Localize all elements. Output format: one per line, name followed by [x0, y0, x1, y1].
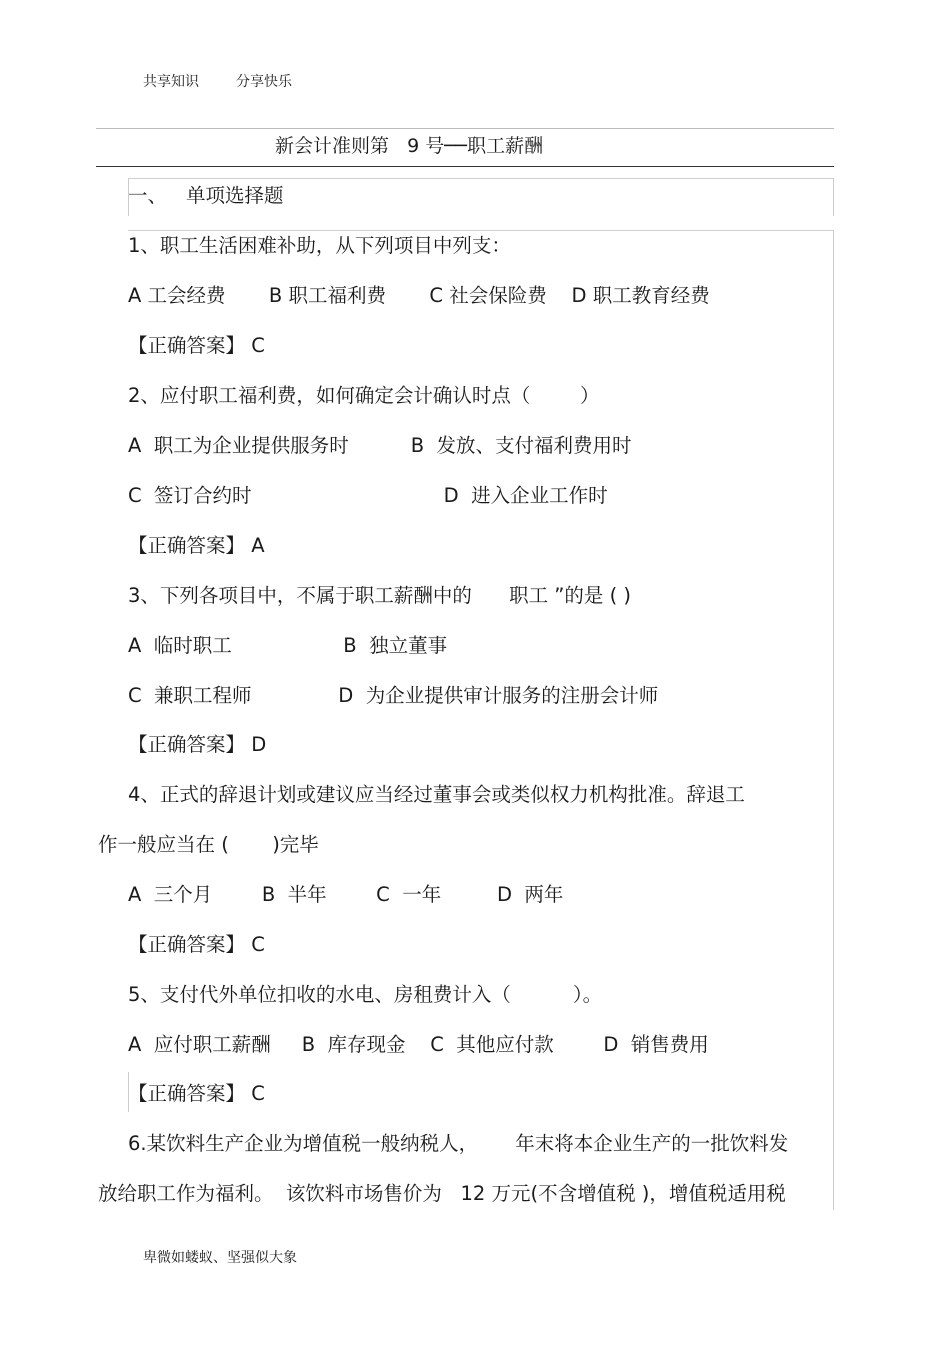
title-bottom-rule — [96, 166, 834, 167]
question-1: 1、职工生活困难补助，从下列项目中列支： — [128, 234, 511, 257]
question-4-line-1: 4、正式的辞退计划或建议应当经过董事会或类似权力机构批准。辞退工 — [128, 783, 745, 806]
question-1-options: A 工会经费 B 职工福利费 C 社会保险费 D 职工教育经费 — [128, 284, 710, 307]
question-3-options-ab: A 临时职工 B 独立董事 — [128, 634, 448, 657]
question-6-line-1: 6.某饮料生产企业为增值税一般纳税人， 年末将本企业生产的一批饮料发 — [128, 1132, 789, 1155]
question-2-options-ab: A 职工为企业提供服务时 B 发放、支付福利费用时 — [128, 434, 632, 457]
question-6-line-2: 放给职工作为福利。 该饮料市场售价为 12 万元(不含增值税 )，增值税适用税 — [98, 1182, 786, 1205]
body-right-border — [833, 230, 834, 1210]
question-5-options: A 应付职工薪酬 B 库存现金 C 其他应付款 D 销售费用 — [128, 1033, 709, 1056]
question-5-answer: 【正确答案】 C — [128, 1082, 265, 1105]
footer-text: 卑微如蝼蚁、坚强似大象 — [143, 1250, 297, 1266]
question-4-line-2: 作一般应当在 ( )完毕 — [98, 833, 319, 856]
question-5: 5、支付代外单位扣收的水电、房租费计入（ ）。 — [128, 983, 603, 1006]
section-label: 单项选择题 — [186, 184, 284, 207]
document-title: 新会计准则第 9 号──职工薪酬 — [275, 135, 544, 157]
question-3-options-cd: C 兼职工程师 D 为企业提供审计服务的注册会计师 — [128, 684, 659, 707]
question-1-answer: 【正确答案】 C — [128, 334, 265, 357]
question-4-answer: 【正确答案】 C — [128, 933, 265, 956]
title-top-rule — [96, 128, 834, 129]
header-left-text: 共享知识 — [143, 74, 199, 90]
question-3-answer: 【正确答案】 D — [128, 733, 267, 756]
question-3: 3、下列各项目中，不属于职工薪酬中的 职工 ”的是 ( ) — [128, 584, 632, 607]
question-2: 2、应付职工福利费，如何确定会计确认时点（ ） — [128, 384, 600, 407]
question-2-options-cd: C 签订合约时 D 进入企业工作时 — [128, 484, 608, 507]
question-2-answer: 【正确答案】 A — [128, 534, 265, 557]
section-number: 一、 — [128, 184, 168, 207]
header-right-text: 分享快乐 — [236, 74, 292, 90]
section-right-border — [833, 178, 834, 216]
question-4-options: A 三个月 B 半年 C 一年 D 两年 — [128, 883, 564, 906]
section-top-border — [128, 178, 834, 179]
